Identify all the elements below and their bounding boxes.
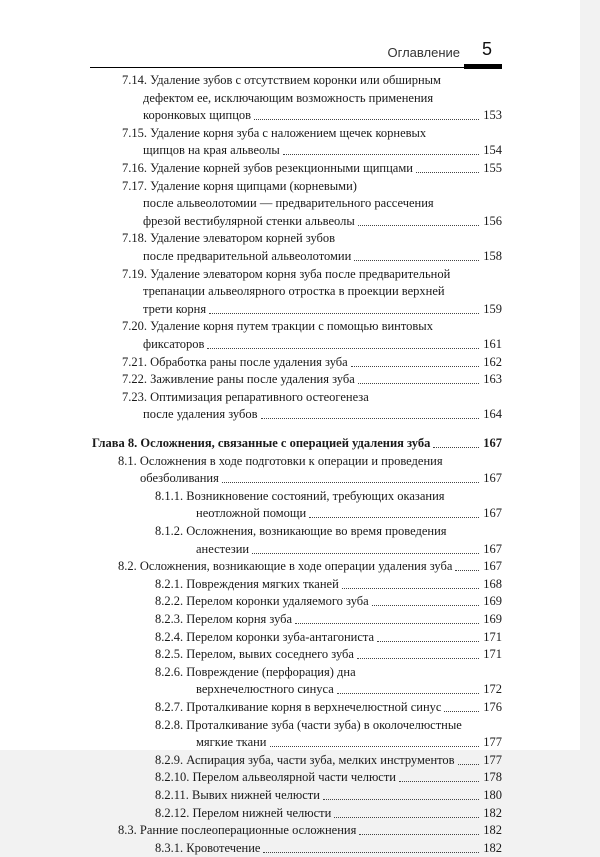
toc-entry-line — [155, 805, 502, 822]
dot-leader — [342, 587, 479, 589]
toc-entry-text: 7.15. Удаление корня зуба с наложением щечек корневых — [122, 125, 427, 140]
toc-entry-page-number: 167 — [483, 471, 502, 486]
toc-entry-line-continued — [155, 717, 462, 734]
toc-entry-text: 8.1.1. Возникновение состояний, требующих оказания — [155, 488, 445, 503]
header-rule — [90, 67, 502, 68]
dot-leader — [357, 657, 479, 659]
toc-entry-text: после предварительной альвеолотомии — [143, 249, 352, 263]
dot-leader — [372, 604, 479, 606]
toc-entry-text: мягкие ткани — [196, 735, 267, 750]
toc-entry-page-number: 182 — [483, 840, 502, 855]
dot-leader — [295, 622, 479, 624]
toc-entry-text: после удаления зубов — [143, 407, 258, 422]
toc-entry-line — [140, 470, 502, 487]
toc-entry-page-number: 180 — [483, 788, 502, 802]
dot-leader — [455, 569, 479, 571]
dot-leader — [261, 417, 479, 419]
toc-entry-line — [118, 558, 502, 575]
toc-entry-text: верхнечелюстного синуса — [196, 682, 334, 697]
dot-leader — [433, 446, 479, 448]
dot-leader — [209, 312, 479, 314]
dot-leader — [377, 640, 479, 642]
toc-entry-page-number: 154 — [483, 143, 502, 158]
toc-entry-line — [143, 213, 502, 230]
dot-leader — [254, 118, 479, 120]
toc-entry-text: 7.22. Заживление раны после удаления зуба — [122, 372, 355, 387]
toc-entry-text: 8.2.6. Повреждение (перфорация) дна — [155, 664, 356, 679]
toc-entry-line — [155, 646, 502, 663]
toc-entry-page-number: 153 — [483, 108, 502, 123]
toc-entry-text: 8.2.9. Аспирация зуба, части зуба, мелких инструментов — [155, 752, 455, 767]
header-page-number: 5 — [481, 39, 492, 59]
toc-entry-line — [118, 822, 502, 839]
toc-entry-text: 7.18. Удаление элеватором корней зубов — [122, 231, 336, 246]
toc-entry-page-number: 162 — [483, 354, 502, 369]
toc-entry-text: 8.1. Осложнения в ходе подготовки к операции и проведения — [118, 453, 443, 468]
toc-entry-line — [143, 406, 502, 423]
toc-entry-line — [92, 435, 502, 452]
toc-entry-line — [155, 699, 502, 716]
dot-leader — [270, 745, 480, 747]
toc-entry-page-number: 168 — [483, 576, 502, 591]
toc-entry-page-number: 178 — [483, 770, 502, 785]
toc-entry-line — [196, 505, 502, 522]
header-title: Оглавление — [387, 45, 460, 60]
toc-entry-page-number: 182 — [483, 823, 502, 838]
toc-entry-line-continued — [155, 664, 356, 681]
toc-entry-page-number: 163 — [483, 372, 502, 387]
toc-entry-line-continued — [122, 125, 426, 142]
toc-entry-page-number: 167 — [483, 506, 502, 521]
toc-entry-page-number: 167 — [483, 541, 502, 556]
toc-entry-text: 8.2.10. Перелом альвеолярной части челюсти — [155, 770, 396, 785]
toc-entry-text: анестезии — [196, 541, 250, 556]
toc-entry-line-continued — [122, 230, 335, 247]
toc-entry-line-continued — [122, 178, 357, 195]
toc-entry-page-number: 177 — [483, 752, 502, 767]
toc-entry-line — [196, 734, 502, 751]
dot-leader — [358, 224, 479, 226]
toc-entry-text: 7.17. Удаление корня щипцами (корневыми) — [122, 178, 357, 193]
toc-entry-text: обезболивания — [140, 471, 219, 486]
toc-entry-text: 7.21. Обработка раны после удаления зуба — [122, 354, 348, 369]
toc-entry-text: 7.16. Удаление корней зубов резекционными щипцами — [122, 161, 413, 175]
toc-entry-text: после альвеолотомии — предварительного рассечения — [143, 196, 434, 211]
toc-entry-line — [143, 301, 502, 318]
toc-entry-line-continued — [143, 195, 434, 212]
toc-entry-page-number: 169 — [483, 612, 502, 626]
toc-entry-page-number: 161 — [483, 337, 502, 351]
toc-entry-text: фрезой вестибулярной стенки альвеолы — [143, 213, 355, 228]
toc-entry-text: 7.19. Удаление элеватором корня зуба после предварительной — [122, 266, 451, 281]
toc-entry-page-number: 167 — [483, 559, 502, 574]
dot-leader — [444, 710, 479, 712]
toc-entry-text: 8.2.11. Вывих нижней челюсти — [155, 788, 320, 802]
toc-entry-text: 7.23. Оптимизация репаративного остеогенеза — [122, 389, 369, 404]
running-header — [0, 38, 500, 68]
toc-entry-line — [122, 354, 502, 371]
dot-leader — [359, 833, 479, 835]
dot-leader — [222, 481, 479, 483]
toc-entry-text: 8.2.7. Проталкивание корня в верхнечелюстной синус — [155, 700, 442, 714]
toc-entry-text: 7.14. Удаление зубов с отсутствием коронки или обширным — [122, 73, 441, 87]
toc-entry-line — [155, 593, 502, 610]
toc-entry-line-continued — [155, 523, 447, 540]
dot-leader — [252, 552, 479, 554]
toc-entry-text: 8.2.3. Перелом корня зуба — [155, 612, 293, 626]
toc-entry-line-continued — [143, 90, 433, 107]
dot-leader — [354, 259, 479, 261]
toc-entry-page-number: 158 — [483, 249, 502, 263]
dot-leader — [337, 692, 479, 694]
toc-entry-text: 8.2. Осложнения, возникающие в ходе операции удаления зуба — [118, 559, 453, 574]
toc-entry-page-number: 169 — [483, 594, 502, 609]
toc-entry-text: коронковых щипцов — [143, 108, 252, 123]
toc-entry-line — [143, 107, 502, 124]
toc-entry-text: 8.2.2. Перелом коронки удаляемого зуба — [155, 594, 369, 609]
dot-leader — [309, 516, 479, 518]
toc-entry-line-continued — [122, 266, 450, 283]
header-rule-accent — [464, 64, 502, 69]
toc-entry-text: фиксаторов — [143, 337, 205, 351]
toc-entry-line — [155, 752, 502, 769]
toc-entry-text: 8.2.8. Проталкивание зуба (части зуба) в околочелюстные — [155, 717, 462, 732]
toc-entry-page-number: 171 — [483, 629, 502, 644]
toc-entry-page-number: 171 — [483, 647, 502, 662]
toc-entry-page-number: 159 — [483, 301, 502, 316]
toc-entry-page-number: 182 — [483, 805, 502, 820]
toc-entry-text: дефектом ее, исключающим возможность применения — [143, 90, 434, 105]
toc-entry-text: Глава 8. Осложнения, связанные с операцией удаления зуба — [92, 436, 431, 450]
toc-entry-text: 8.2.12. Перелом нижней челюсти — [155, 805, 332, 820]
toc-entry-line — [122, 160, 502, 177]
toc-entry-text: щипцов на края альвеолы — [143, 143, 280, 158]
toc-entry-line — [155, 576, 502, 593]
toc-entry-text: неотложной помощи — [196, 506, 307, 521]
dot-leader — [283, 153, 479, 155]
toc-entry-line — [196, 681, 502, 698]
toc-entry-line — [155, 787, 502, 804]
toc-entry-text: 8.3.1. Кровотечение — [155, 840, 261, 855]
toc-entry-text: 8.2.1. Повреждения мягких тканей — [155, 576, 339, 591]
toc-entry-line — [122, 371, 502, 388]
dot-leader — [207, 347, 479, 349]
toc-entry-text: трепанации альвеолярного отростка в проекции верхней — [143, 284, 445, 299]
toc-entry-line-continued — [118, 453, 443, 470]
toc-entry-line-continued — [122, 318, 433, 335]
toc-entry-text: 8.3. Ранние послеоперационные осложнения — [118, 823, 357, 838]
toc-entry-line — [155, 611, 502, 628]
toc-entry-page-number: 176 — [483, 700, 502, 714]
toc-entry-text: трети корня — [143, 301, 207, 316]
toc-entry-line — [143, 248, 502, 265]
toc-entry-line-continued — [122, 72, 441, 89]
toc-entry-line-continued — [122, 389, 369, 406]
toc-entry-line-continued — [143, 283, 445, 300]
dot-leader — [458, 763, 479, 765]
dot-leader — [358, 382, 479, 384]
toc-entry-line — [155, 629, 502, 646]
toc-entry-line — [196, 541, 502, 558]
toc-entry-line — [143, 336, 502, 353]
toc-entry-line-continued — [155, 488, 445, 505]
toc-entry-line — [155, 840, 502, 857]
dot-leader — [263, 851, 479, 853]
toc-entry-page-number: 177 — [483, 735, 502, 750]
toc-entry-line — [155, 769, 502, 786]
dot-leader — [416, 171, 479, 173]
toc-entry-text: 8.1.2. Осложнения, возникающие во время проведения — [155, 524, 447, 538]
toc-entry-page-number: 172 — [483, 682, 502, 697]
dot-leader — [323, 798, 479, 800]
toc-entry-line — [143, 142, 502, 159]
dot-leader — [334, 816, 479, 818]
toc-entry-page-number: 155 — [483, 161, 502, 175]
toc-entry-page-number: 156 — [483, 213, 502, 228]
toc-entry-page-number: 167 — [483, 436, 502, 450]
toc-entry-page-number: 164 — [483, 407, 502, 422]
toc-entry-text: 8.2.5. Перелом, вывих соседнего зуба — [155, 647, 354, 662]
dot-leader — [399, 780, 479, 782]
toc-entry-text: 8.2.4. Перелом коронки зуба-антагониста — [155, 629, 375, 644]
dot-leader — [351, 365, 479, 367]
toc-entry-text: 7.20. Удаление корня путем тракции с помощью винтовых — [122, 319, 433, 334]
